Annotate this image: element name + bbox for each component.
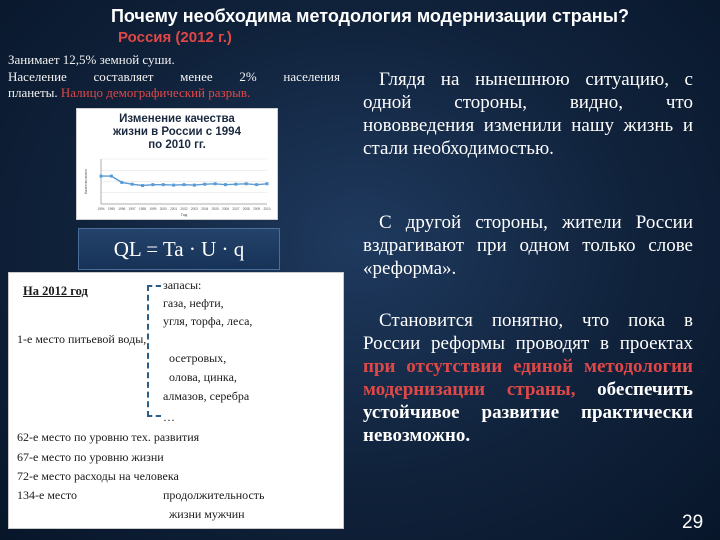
reserves-item: угля, торфа, леса, [163, 314, 253, 328]
x-tick-label: 1994 [97, 207, 105, 211]
y-axis-label: Качество жизни [84, 169, 88, 194]
x-tick-label: 2004 [201, 207, 209, 211]
year-label: На 2012 год [23, 284, 88, 298]
data-point [234, 183, 237, 186]
reserves-item: алмазов, серебра [163, 389, 250, 403]
fact-gap-highlight: Налицо демографический разрыв. [60, 85, 251, 100]
x-tick-label: 2001 [170, 207, 178, 211]
reserves-item: газа, нефти, [163, 296, 224, 310]
rank-tech-development: 62-е место по уровню тех. развития [17, 430, 200, 444]
reserves-item: олова, цинка, [169, 370, 237, 384]
russia-2012-facts [8, 272, 344, 529]
paragraph-highlight: при отсутствии единой методологии модернизации страны, [363, 356, 693, 400]
x-tick-label: 2005 [211, 207, 219, 211]
rank-living-standard: 67-е место по уровню жизни [17, 450, 164, 464]
rank-lifespan-text: продолжительность [163, 488, 265, 502]
reserves-ellipsis: … [163, 410, 175, 424]
fact-gap-start: планеты. [8, 85, 61, 100]
rank-lifespan-text: жизни мужчин [169, 507, 245, 521]
x-tick-label: 2010 [263, 207, 271, 211]
data-point [224, 183, 227, 186]
data-point [120, 181, 123, 184]
chart-title-line: жизни в России с 1994 [113, 126, 241, 138]
x-tick-label: 1997 [128, 207, 136, 211]
chart-plot [77, 109, 277, 219]
x-tick-label: 2008 [242, 207, 250, 211]
slide-title: Почему необходима методология модернизации страны? [110, 6, 630, 26]
paragraph-reform [363, 211, 693, 280]
x-tick-label: 2007 [232, 207, 240, 211]
x-tick-label: 2000 [159, 207, 167, 211]
quality-of-life-formula: QL = Ta · U · q [78, 228, 280, 270]
data-point [193, 184, 196, 187]
reserves-item: осетровых, [169, 351, 227, 365]
data-point [110, 175, 113, 178]
quality-of-life-chart [76, 108, 278, 220]
data-point [151, 183, 154, 186]
x-tick-label: 2009 [253, 207, 261, 211]
data-point [245, 182, 248, 185]
data-point [141, 184, 144, 187]
x-tick-label: 1996 [118, 207, 126, 211]
paragraph-text-part: обеспечить устойчивое развитие практически невозможно. [363, 379, 693, 446]
paragraph-text: Глядя на нынешнюю ситуацию, с одной стороны, видно, что нововведения изменили нашу жизнь и стали необходимостью. [363, 69, 693, 159]
data-point [172, 184, 175, 187]
paragraph-innovations [363, 68, 693, 160]
reserves-heading: запасы: [163, 278, 202, 292]
chart-title-line: по 2010 гг. [148, 139, 206, 151]
reserves-bracket [147, 285, 161, 417]
x-tick-label: 1998 [138, 207, 147, 211]
data-point [183, 183, 186, 186]
rank-lifespan: 134-е место [17, 488, 77, 502]
data-point [203, 183, 206, 186]
fact-population: Население составляет менее 2% населения [8, 68, 340, 84]
paragraph-text [363, 309, 693, 447]
data-point [214, 182, 217, 185]
page-number: 29 [682, 512, 704, 533]
slide-subtitle: Россия (2012 г.) [118, 29, 232, 46]
x-tick-label: 2002 [180, 207, 188, 211]
x-tick-label: 2006 [221, 207, 230, 211]
paragraph-methodology [363, 309, 693, 447]
x-tick-label: 1995 [107, 207, 115, 211]
paragraph-text: С другой стороны, жители России вздрагивают при одном только слове «реформа». [363, 212, 693, 279]
data-point [162, 183, 165, 186]
x-tick-label: 2003 [190, 207, 198, 211]
data-point [100, 175, 103, 178]
rank-expenses: 72-е место расходы на человека [17, 469, 179, 483]
data-point [255, 183, 258, 186]
data-point [266, 182, 269, 185]
x-axis-label: Год [180, 212, 188, 217]
fact-gap [8, 85, 340, 102]
chart-title-line: Изменение качества [119, 113, 235, 125]
x-tick-label: 1999 [149, 207, 157, 211]
data-point [131, 183, 134, 186]
paragraph-text-part: Становится понятно, что пока в России реформы проводят в проектах [363, 310, 693, 354]
fact-territory: Занимает 12,5% земной суши. [8, 52, 175, 67]
rank-drinking-water: 1-е место питьевой воды, [17, 332, 147, 346]
country-facts [8, 52, 340, 104]
